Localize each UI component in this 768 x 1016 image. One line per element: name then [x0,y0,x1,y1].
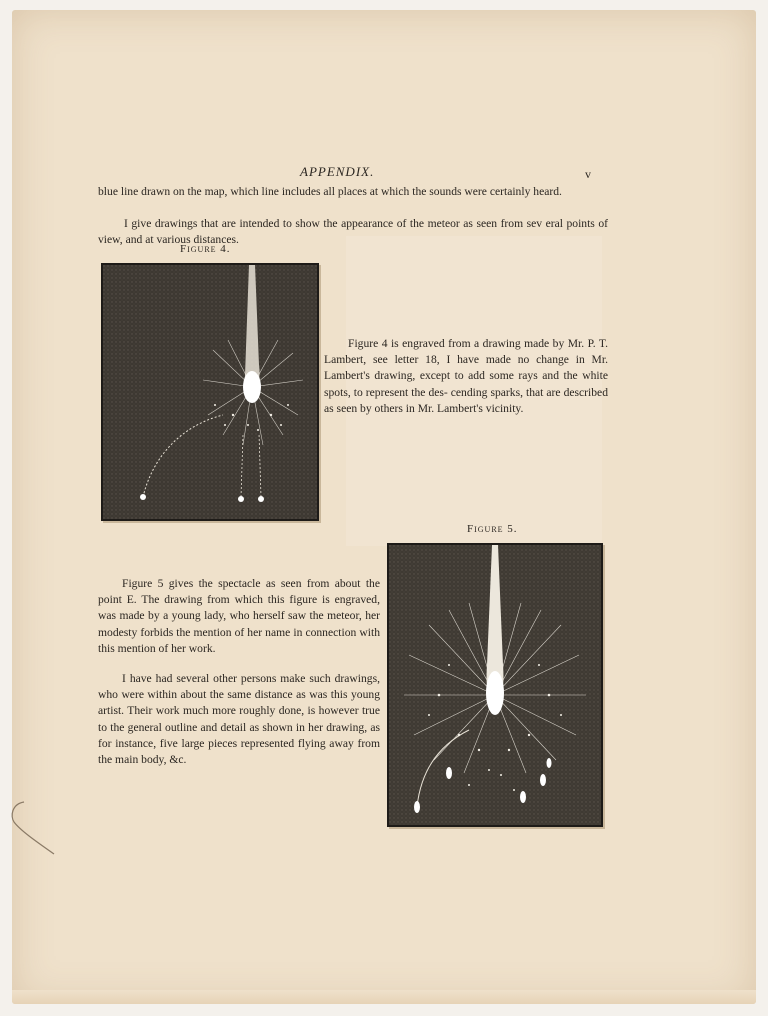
paragraph-figure-4-description: Figure 4 is engraved from a drawing made by Mr. P. T. Lambert, see letter 18, I have made no change in Mr. Lambert's drawing, except to add some rays and the white spots, to represent the des- cending sparks, that are described as seen by others in Mr. Lambert's vicinity. [324,337,608,415]
figure-5-caption: Figure 5. [467,523,518,535]
meteor-engraving-icon [103,265,317,519]
paragraph-drawings-intro: I give drawings that are intended to show the appearance of the meteor as seen from sev eral points of view, and at various distances. [98,217,608,247]
running-head: APPENDIX. [300,164,375,179]
paragraph-continuation: blue line drawn on the map, which line includes all places at which the sounds were certainly heard. [98,185,562,198]
figure-5-engraving [387,543,603,827]
figure-4-caption: Figure 4. [180,243,231,255]
sheet-edge [12,990,756,1004]
page-number: v [585,167,591,181]
meteor-burst-engraving-icon [389,545,601,825]
paragraph-other-drawings: I have had several other persons make such drawings, who were within about the same distance as was this young artist. Their work much more roughly done, is however true to the general outline and detail as shown in her drawing, as for instance, five large pieces represented flying away from the main body, &c. [98,672,380,767]
figure-4-engraving [101,263,319,521]
paragraph-figure-5-description: Figure 5 gives the spectacle as seen from about the point E. The drawing from which this figure is engraved, was made by a young lady, who herself saw the meteor, her modesty forbids the mention of her name in connection with this mention of her work. [98,577,380,655]
loose-thread-icon [4,796,64,866]
